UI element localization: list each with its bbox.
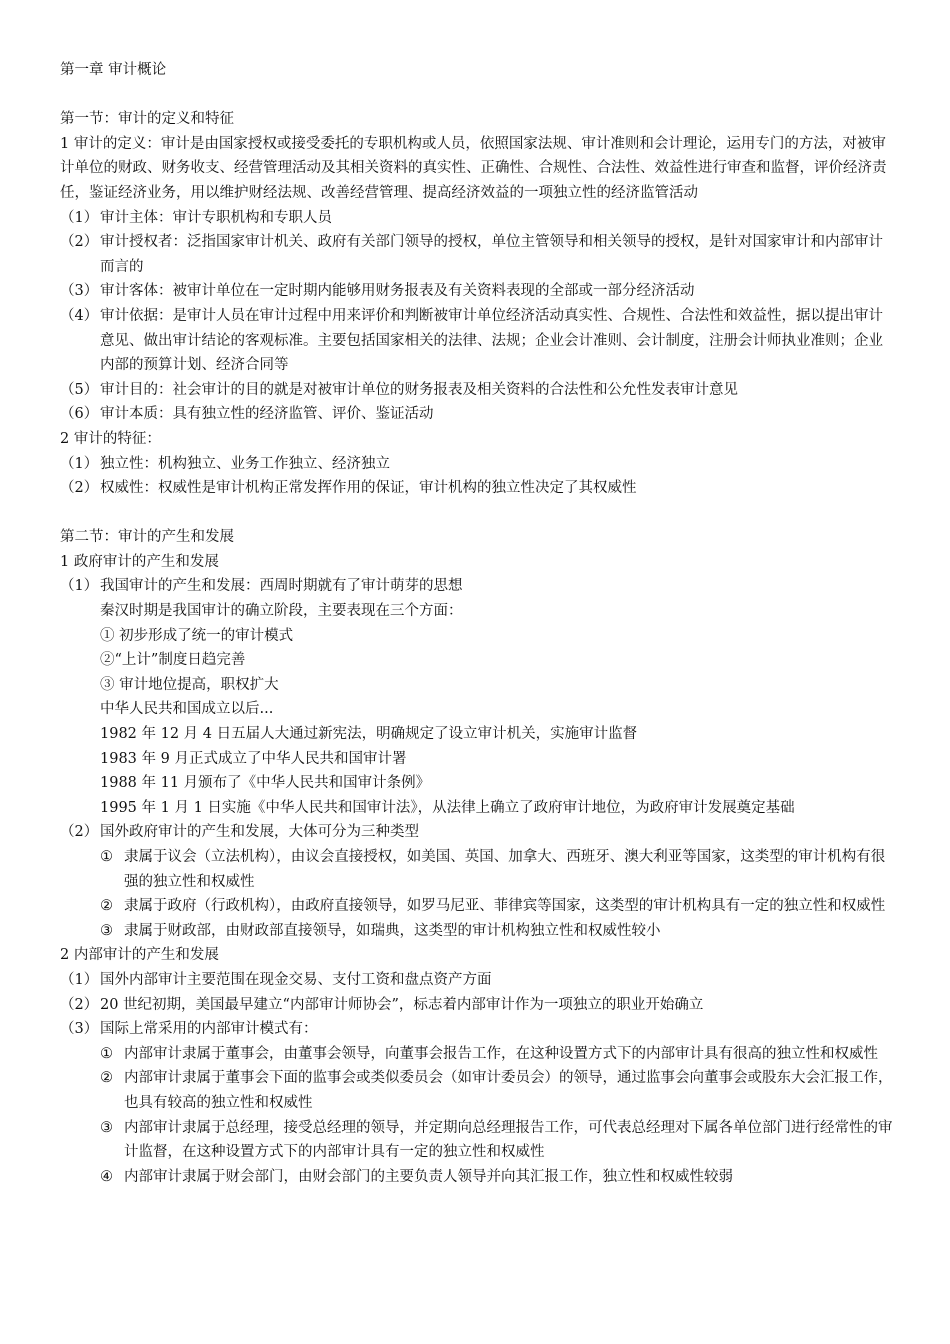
chapter-title: 第一章 审计概论 [60, 62, 167, 78]
sub-item-mark: ② [100, 1070, 113, 1087]
sub-item-mark: ① [100, 1045, 113, 1062]
sub-item [60, 919, 894, 944]
sub-item-text: 内部审计隶属于董事会下面的监事会或类似委员会（如审计委员会）的领导，通过监事会向董事会或股东大会汇报工作，也具有较高的独立性和权威性 [124, 1070, 893, 1111]
item-label: （6） [60, 406, 99, 423]
cn-history-line: 1988 年 11 月颁布了《中华人民共和国审计条例》 [100, 775, 431, 792]
sub-item-mark: ② [100, 898, 113, 915]
sub-item-text: 内部审计隶属于董事会，由董事会领导，向董事会报告工作，在这种设置方式下的内部审计具有很高的独立性和权威性 [124, 1045, 878, 1062]
item-label: （4） [60, 307, 99, 324]
sub-item-mark: ③ [100, 922, 113, 939]
item-label: （2） [60, 824, 99, 841]
item-text: 权威性：权威性是审计机构正常发挥作用的保证，审计机构的独立性决定了其权威性 [100, 480, 637, 497]
item-label: （2） [60, 480, 99, 497]
item-text: 国际上常采用的内部审计模式有： [100, 1021, 318, 1038]
spacer [60, 83, 894, 108]
cn-history-line: ① 初步形成了统一的审计模式 [100, 627, 294, 644]
sub-item [60, 1116, 894, 1165]
item-label: （3） [60, 283, 99, 300]
item-text: 审计授权者：泛指国家审计机关、政府有关部门领导的授权，单位主管领导和相关领导的授权，是针对国家审计和内部审计而言的 [100, 234, 883, 275]
item-text: 审计依据：是审计人员在审计过程中用来评价和判断被审计单位经济活动真实性、合规性、合法性和效益性，据以提出审计意见、做出审计结论的客观标准。主要包括国家相关的法律、法规；企业会计准则、会计制度，注册会计师执业准则；企业内部的预算计划、经济合同等 [100, 307, 883, 374]
sub-item-mark: ① [100, 849, 113, 865]
list-item [60, 968, 894, 993]
sub-item [60, 1042, 894, 1067]
cn-history-line: ②“上计”制度日趋完善 [100, 652, 246, 669]
sub-item-text: 内部审计隶属于财会部门，由财会部门的主要负责人领导并向其汇报工作，独立性和权威性较弱 [124, 1168, 733, 1185]
item-text: 国外内部审计主要范围在现金交易、支付工资和盘点资产方面 [100, 971, 492, 988]
cn-history-line: ③ 审计地位提高，职权扩大 [100, 676, 279, 693]
item-label: （1） [60, 971, 99, 988]
section-2-title: 第二节：审计的产生和发展 [60, 529, 234, 546]
audit-definition: 1 审计的定义：审计是由国家授权或接受委托的专职机构或人员，依照国家法规、审计准则和会计理论，运用专门的方法，对被审计单位的财政、财务收支、经营管理活动及其相关资料的真实性、正确性、合规性、合法性、效益性进行审查和监督，评价经济责任，鉴证经济业务，用以维护财经法规、改善经营管理、提高经济效益的一项独立性的经济监管活动 [60, 135, 887, 201]
list-item [60, 1017, 894, 1042]
item-text: 审计主体：审计专职机构和专职人员 [100, 209, 332, 226]
list-item [60, 574, 894, 599]
item-text: 审计目的：社会审计的目的就是对被审计单位的财务报表及相关资料的合法性和公允性发表审计意见 [100, 381, 738, 398]
sub-item-text: 隶属于财政部，由财政部直接领导，如瑞典，这类型的审计机构独立性和权威性较小 [124, 922, 661, 939]
list-item [60, 476, 894, 501]
item-label: （5） [60, 381, 99, 398]
spacer [60, 501, 894, 526]
features-title: 2 审计的特征： [60, 430, 161, 447]
list-item [60, 452, 894, 477]
cn-history-line: 秦汉时期是我国审计的确立阶段，主要表现在三个方面： [100, 603, 463, 620]
sub-item [60, 1066, 894, 1115]
item-text: 独立性：机构独立、业务工作独立、经济独立 [100, 455, 390, 472]
cn-history-line: 1995 年 1 月 1 日实施《中华人民共和国审计法》，从法律上确立了政府审计地位，为政府审计发展奠定基础 [100, 799, 795, 816]
cn-history-line: 1983 年 9 月正式成立了中华人民共和国审计署 [100, 750, 407, 767]
sub-item-mark: ③ [100, 1119, 113, 1136]
section-1-title: 第一节：审计的定义和特征 [60, 111, 234, 128]
sub-item [60, 845, 894, 894]
list-item [60, 402, 894, 427]
gov-audit-title: 1 政府审计的产生和发展 [60, 553, 219, 570]
item-text: 审计本质：具有独立性的经济监管、评价、鉴证活动 [100, 406, 434, 423]
item-label: （3） [60, 1021, 99, 1038]
item-label: （1） [60, 455, 99, 472]
item-text: 20 世纪初期，美国最早建立“内部审计师协会”，标志着内部审计作为一项独立的职业开始确立 [100, 996, 704, 1013]
list-item [60, 820, 894, 845]
list-item [60, 206, 894, 231]
cn-history-line: 1982 年 12 月 4 日五届人大通过新宪法，明确规定了设立审计机关，实施审计监督 [100, 726, 638, 743]
item-text: 国外政府审计的产生和发展，大体可分为三种类型 [100, 824, 419, 841]
item-label: （2） [60, 996, 99, 1013]
cn-history-line: 中华人民共和国成立以后... [100, 701, 274, 718]
item-label: （1） [60, 209, 99, 226]
sub-item-text: 隶属于政府（行政机构），由政府直接领导，如罗马尼亚、菲律宾等国家，这类型的审计机构具有一定的独立性和权威性 [124, 898, 886, 915]
sub-item-text: 内部审计隶属于总经理，接受总经理的领导，并定期向总经理报告工作，可代表总经理对下属各单位部门进行经常性的审计监督，在这种设置方式下的内部审计具有一定的独立性和权威性 [124, 1119, 893, 1161]
sub-item [60, 1165, 894, 1190]
item-label: （2） [60, 234, 99, 251]
item-text: 审计客体：被审计单位在一定时期内能够用财务报表及有关资料表现的全部或一部分经济活动 [100, 283, 695, 300]
list-item [60, 279, 894, 304]
list-item [60, 378, 894, 403]
item-label: （1） [60, 578, 99, 595]
list-item [60, 304, 894, 378]
item-text: 我国审计的产生和发展：西周时期就有了审计萌芽的思想 [100, 578, 463, 595]
sub-item-mark: ④ [100, 1168, 113, 1185]
list-item [60, 230, 894, 279]
list-item [60, 993, 894, 1018]
sub-item [60, 894, 894, 919]
internal-audit-title: 2 内部审计的产生和发展 [60, 947, 219, 964]
sub-item-text: 隶属于议会（立法机构），由议会直接授权，如美国、英国、加拿大、西班牙、澳大利亚等国家，这类型的审计机构有很强的独立性和权威性 [124, 849, 886, 890]
